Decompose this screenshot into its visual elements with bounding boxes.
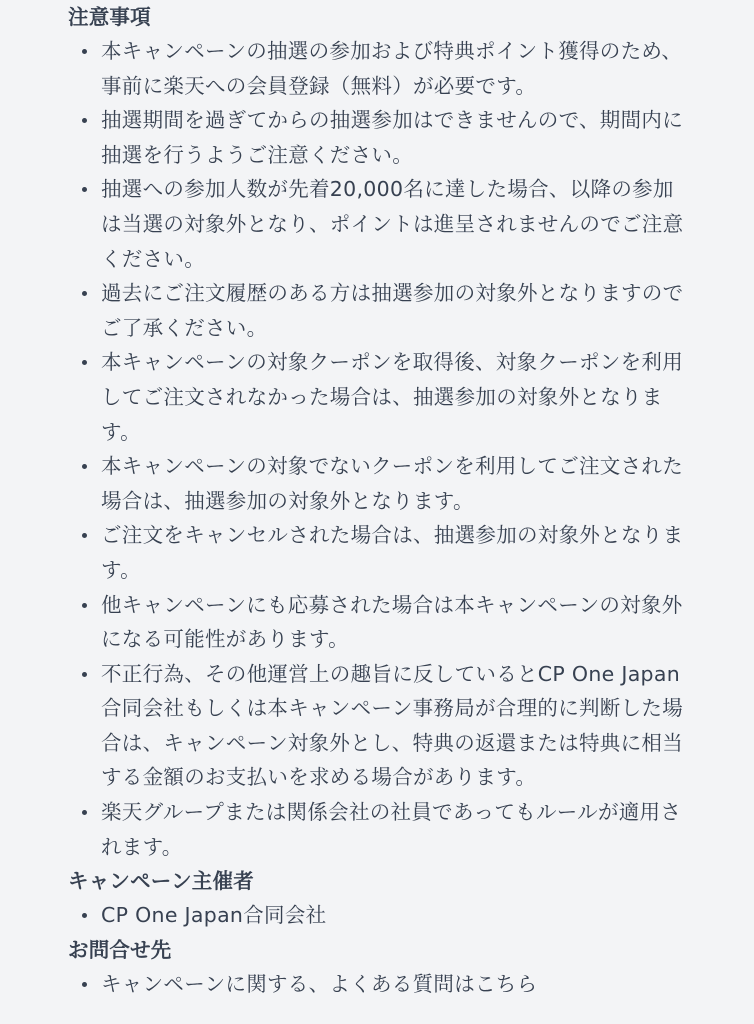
- list-item: [68, 34, 694, 103]
- note-text: 抽選への参加人数が先着20,000名に達した場合、以降の参加は当選の対象外となり、ポイントは進呈されませんのでご注意ください。: [101, 177, 684, 271]
- list-item: [68, 898, 694, 933]
- bullet-icon: [82, 291, 87, 296]
- faq-link[interactable]: [68, 967, 694, 1002]
- note-text: 不正行為、その他運営上の趣旨に反しているとCP One Japan合同会社もしくは本キャンペーン事務局が合理的に判断した場合は、キャンペーン対象外とし、特典の返還または特典に相当する金額のお支払いを求める場合があります。: [101, 661, 683, 790]
- list-item: [68, 795, 694, 864]
- bullet-icon: [82, 464, 87, 469]
- note-text: 他キャンペーンにも応募された場合は本キャンペーンの対象外になる可能性があります。: [101, 592, 683, 652]
- bullet-icon: [82, 533, 87, 538]
- bullet-icon: [82, 603, 87, 608]
- organizer-heading: キャンペーン主催者: [68, 869, 254, 894]
- bullet-icon: [82, 672, 87, 677]
- list-item: [68, 449, 694, 518]
- bullet-icon: [82, 810, 87, 815]
- bullet-icon: [82, 360, 87, 365]
- note-text: 楽天グループまたは関係会社の社員であってもルールが適用されます。: [101, 800, 682, 859]
- list-item: [68, 345, 694, 449]
- note-text: 本キャンペーンの抽選の参加および特典ポイント獲得のため、事前に楽天への会員登録（無料）が必要です。: [101, 39, 683, 98]
- bullet-icon: [82, 49, 87, 54]
- list-item: [68, 657, 694, 795]
- organizer-name: CP One Japan合同会社: [101, 903, 327, 928]
- notes-list: [68, 34, 694, 864]
- list-item: [68, 172, 694, 276]
- faq-link-text[interactable]: キャンペーンに関する、よくある質問はこちら: [101, 971, 538, 996]
- bullet-icon: [82, 913, 87, 918]
- notes-heading: 注意事項: [68, 5, 151, 29]
- contact-heading: お問合せ先: [68, 937, 172, 962]
- list-item: [68, 103, 694, 172]
- note-text: 過去にご注文履歴のある方は抽選参加の対象外となりますのでご了承ください。: [101, 281, 684, 340]
- note-text: 抽選期間を過ぎてからの抽選参加はできませんので、期間内に抽選を行うようご注意ください。: [101, 108, 683, 167]
- note-text: 本キャンペーンの対象クーポンを取得後、対象クーポンを利用してご注文されなかった場合は、抽選参加の対象外となります。: [101, 350, 683, 444]
- list-item: [68, 588, 694, 657]
- organizer-list: [68, 898, 694, 933]
- bullet-icon: [82, 187, 87, 192]
- contact-list: [68, 967, 694, 1002]
- list-item: [68, 276, 694, 345]
- note-text: 本キャンペーンの対象でないクーポンを利用してご注文された場合は、抽選参加の対象外となります。: [101, 454, 683, 513]
- note-text: ご注文をキャンセルされた場合は、抽選参加の対象外となります。: [101, 523, 684, 582]
- bullet-icon: [82, 982, 87, 987]
- list-item: [68, 518, 694, 587]
- bullet-icon: [82, 118, 87, 123]
